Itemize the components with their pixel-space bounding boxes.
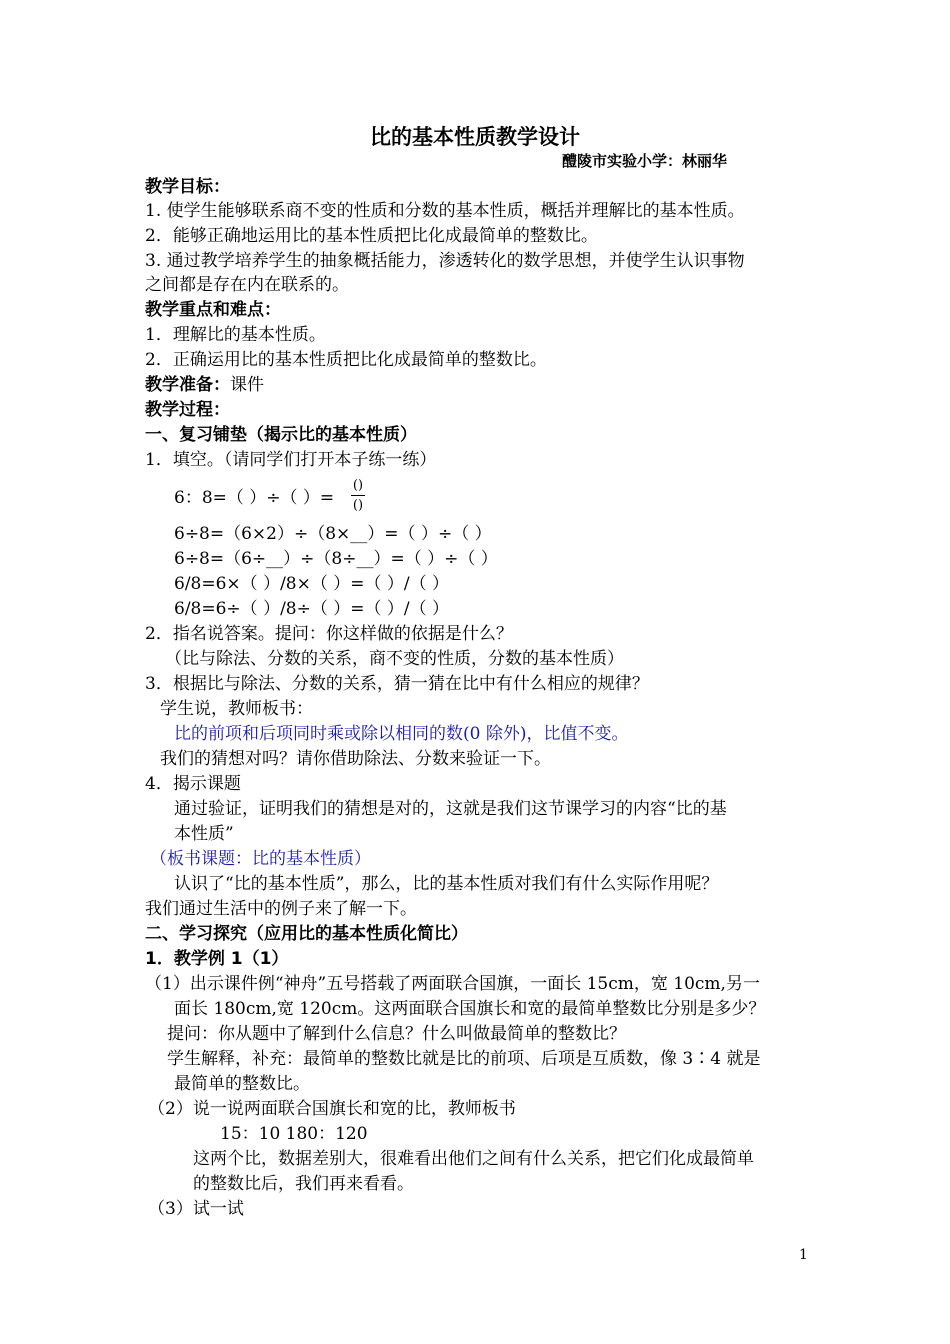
example-1-part-2: （2）说一说两面联合国旗长和宽的比，教师板书 [148,1099,516,1119]
fraction-blank [349,478,367,513]
example-1-part-3: （3）试一试 [148,1199,244,1219]
heading-goals: 教学目标： [145,177,230,197]
heading-prep: 教学准备： [145,375,230,395]
step-2-answer: （比与除法、分数的关系，商不变的性质，分数的基本性质） [165,649,624,669]
goal-1: 1. 使学生能够联系商不变的性质和分数的基本性质，概括并理解比的基本性质。 [145,201,745,221]
example-1-text-2: 面长 180cm,宽 120cm。这两面联合国旗长和宽的最简单整数比分别是多少？ [174,999,766,1019]
example-1-question: 提问：你从题中了解到什么信息？什么叫做最简单的整数比？ [167,1024,626,1044]
equation-2: 6÷8=（6×2）÷（8×__）=（ ）÷（ ） [174,524,492,544]
equation-1: 6：8=（ ）÷（ ）= [174,488,335,508]
section-2-heading: 二、学习探究（应用比的基本性质化简比） [145,924,468,944]
fraction-numerator: () [352,478,364,493]
author-line: 醴陵市实验小学：林丽华 [562,152,728,170]
step-3-question: 我们的猜想对吗？请你借助除法、分数来验证一下。 [160,749,551,769]
document-title: 比的基本性质教学设计 [370,125,580,149]
board-title-note: （板书课题：比的基本性质） [150,849,371,869]
equation-5: 6/8=6÷（ ）/8÷（ ）=（ ）/（ ） [174,599,450,619]
page-number: 1 [799,1247,808,1263]
step-4-text-3: 认识了“比的基本性质”，那么，比的基本性质对我们有什么实际作用呢？ [174,874,719,894]
part-2-text-1: 这两个比，数据差别大，很难看出他们之间有什么关系，把它们化成最简单 [193,1149,754,1169]
step-3-note: 学生说，教师板书： [160,699,313,719]
heading-process: 教学过程： [145,400,230,420]
prep-value: 课件 [230,375,264,395]
heading-key-points: 教学重点和难点： [145,300,281,320]
part-2-text-2: 的整数比后，我们再来看看。 [193,1174,414,1194]
step-4-text-1: 通过验证，证明我们的猜想是对的，这就是我们这节课学习的内容“比的基 [174,799,727,819]
step-1-fill-in: 1．填空。（请同学们打开本子练一练） [145,450,437,470]
example-1-heading: 1．教学例 1（1） [145,949,289,969]
step-2: 2．指名说答案。提问：你这样做的依据是什么？ [145,624,513,644]
equation-4: 6/8=6×（ ）/8×（ ）=（ ）/（ ） [174,574,450,594]
key-point-1: 1．理解比的基本性质。 [145,325,326,345]
step-4: 4．揭示课题 [145,774,241,794]
key-point-2: 2．正确运用比的基本性质把比化成最简单的整数比。 [145,350,547,370]
example-1-explain-1: 学生解释，补充：最简单的整数比就是比的前项、后项是互质数，像 3∶4 就是 [167,1049,761,1069]
step-3: 3．根据比与除法、分数的关系，猜一猜在比中有什么相应的规律？ [145,674,649,694]
section-1-heading: 一、复习铺垫（揭示比的基本性质） [145,425,417,445]
step-4-text-4: 我们通过生活中的例子来了解一下。 [145,899,417,919]
fraction-bar [351,495,365,496]
prep-line [145,373,264,397]
step-4-text-2: 本性质” [174,824,234,844]
equation-3: 6÷8=（6÷__）÷（8÷__）=（ ）÷（ ） [174,549,498,569]
ratios-line: 15：10 180：120 [220,1124,368,1144]
example-1-text-1: （1）出示课件例“神舟”五号搭载了两面联合国旗，一面长 15cm，宽 10cm,另一 [145,974,760,994]
rule-statement: 比的前项和后项同时乘或除以相同的数(0 除外)，比值不变。 [174,724,629,744]
example-1-explain-2: 最简单的整数比。 [174,1074,310,1094]
goal-2: 2．能够正确地运用比的基本性质把比化成最简单的整数比。 [145,226,598,246]
goal-3-line-1: 3. 通过教学培养学生的抽象概括能力，渗透转化的数学思想，并使学生认识事物 [145,251,745,271]
goal-3-line-2: 之间都是存在内在联系的。 [145,275,349,295]
fraction-denominator: () [352,498,364,513]
